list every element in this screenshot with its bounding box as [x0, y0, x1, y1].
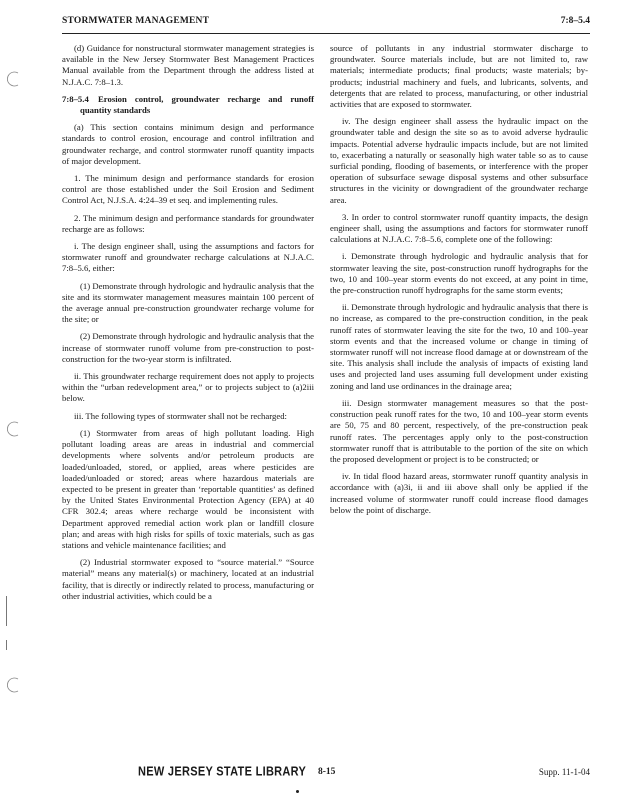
left-column — [62, 43, 314, 608]
header-section-number: 7:8–5.4 — [560, 16, 590, 26]
paragraph-3iv: iv. In tidal flood hazard areas, stormwater runoff quantity analysis in accordance with (a)3i, ii and iii above shall only be applied if the increased volume of stormwater runoff could increase flood damages below the point of discharge. — [330, 471, 588, 515]
page-footer — [62, 766, 590, 782]
margin-mark — [6, 640, 7, 650]
paragraph-2iii-2: (2) Industrial stormwater exposed to “source material.” “Source material” means any material(s) or machinery, located at an industrial facility, that is directly or indirectly related to process, manufacturing or other industrial activities, which could be a — [62, 557, 314, 601]
paragraph-2i: i. The design engineer shall, using the assumptions and factors for stormwater runoff and groundwater recharge calculations at N.J.A.C. 7:8–5.6, either: — [62, 241, 314, 274]
paragraph-2i-1: (1) Demonstrate through hydrologic and hydraulic analysis that the site and its stormwater management measures maintain 100 percent of the average annual pre-construction groundwater recharge volume for the site; or — [62, 280, 314, 325]
margin-mark — [6, 596, 7, 626]
paragraph-2iii-1: (1) Stormwater from areas of high pollutant loading. High pollutant loading areas are areas in industrial and commercial developments where solvents and/or petroleum products are loaded/unloaded, stored, or applied, areas where pesticides are loaded/unloaded or stored; areas where hazardous materials are expected to be present in greater than ‘reportable quantities’ as defined by the United States Environmental Protection Agency (EPA) at 40 CFR 302.4; areas where recharge would be inconsistent with Department approved remedial action work plan or landfill closure plan; and areas with high risks for spills of toxic materials, such as gas stations and vehicle maintenance facilities; and — [62, 427, 314, 550]
paragraph-1: 1. The minimum design and performance standards for erosion control are those established under the Soil Erosion and Sediment Control Act, N.J.S.A. 4:24–39 et seq. and implementing rules. — [62, 173, 314, 206]
paragraph-3: 3. In order to control stormwater runoff quantity impacts, the design engineer shall, using the assumptions and factors for stormwater runoff calculations at N.J.A.C. 7:8–5.6, complete one of the following: — [330, 211, 588, 245]
page-number: 8-15 — [318, 767, 336, 777]
footer-dot — [296, 790, 299, 793]
supplement-date: Supp. 11-1-04 — [538, 767, 590, 777]
paragraph-2i-2: (2) Demonstrate through hydrologic and hydraulic analysis that the increase of stormwater runoff volume from pre-construction to post-construction for the two-year storm is infiltrated. — [62, 331, 314, 364]
paragraph-3ii: ii. Demonstrate through hydrologic and hydraulic analysis that there is no increase, as compared to the pre-construction condition, in the peak runoff rates of stormwater leaving the site for the two, 10 and 100–year storm events and that the increased volume or change in timing of stormwater runoff will not increase flood damage at or downstream of the site. This analysis shall include the analysis of impacts of existing land uses and projected land uses assuming full development under existing zoning and land use ordinances in the drainage area; — [330, 302, 588, 391]
running-header — [62, 16, 590, 32]
punch-hole-icon — [6, 420, 24, 438]
paragraph-2iv: iv. The design engineer shall assess the hydraulic impact on the groundwater table and design the site so as to avoid adverse hydraulic impacts. Potential adverse hydraulic impacts include, but are not limited to, exacerbating a naturally or seasonally high water table so as to cause surficial ponding, flooding of basements, or interference with the proper operation of subsurface sewage disposal systems and other subsurface structures in the vicinity or downgradient of the groundwater recharge area. — [330, 116, 588, 205]
section-heading — [62, 94, 314, 116]
paragraph-3i: i. Demonstrate through hydrologic and hydraulic analysis that for stormwater leaving the site, post-construction runoff hydrographs for the two, 10 and 100–year storm events do not exceed, at any point in time, the pre-construction runoff hydrographs for the same storm events; — [330, 251, 588, 296]
paragraph-a: (a) This section contains minimum design and performance standards to control erosion, encourage and control infiltration and groundwater recharge, and control stormwater runoff quantity impacts of major development. — [62, 122, 314, 166]
paragraph-2ii: ii. This groundwater recharge requirement does not apply to projects within the “urban redevelopment area,” or to projects subject to (a)2iii below. — [62, 371, 314, 404]
paragraph-2: 2. The minimum design and performance standards for groundwater recharge are as follows: — [62, 212, 314, 234]
section-title: Erosion control, groundwater recharge and runoff quantity standards — [80, 93, 314, 116]
header-rule — [62, 33, 590, 34]
header-title: STORMWATER MANAGEMENT — [62, 16, 210, 26]
right-column — [330, 43, 588, 522]
paragraph-3iii: iii. Design stormwater management measures so that the post-construction peak runoff rates for the two, 10 and 100–year storm events are 50, 75 and 80 percent, respectively, of the pre-construction peak runoff rates. The percentages apply only to the post-construction stormwater runoff that is attributable to the portion of the site on which the proposed development or project is to be constructed; or — [330, 397, 588, 464]
punch-hole-icon — [6, 676, 24, 694]
paragraph-d: (d) Guidance for nonstructural stormwater management strategies is available in the New Jersey Stormwater Best Management Practices Manual available from the Department through the address listed at N.J.A.C. 7:8–1.3. — [62, 43, 314, 87]
paragraph-continued: source of pollutants in any industrial stormwater discharge to groundwater. Source materials include, but are not limited to, raw materials; intermediate products; final products; waste materials; by-products; industrial machinery and fuels, and lubricants, solvents, and detergents that are related to process, manufacturing, or other industrial activities that are exposed to stormwater. — [330, 43, 588, 110]
paragraph-2iii: iii. The following types of stormwater shall not be recharged: — [74, 410, 287, 421]
library-stamp: NEW JERSEY STATE LIBRARY — [138, 765, 307, 779]
section-number: 7:8–5.4 — [62, 93, 89, 104]
punch-hole-icon — [6, 70, 24, 88]
